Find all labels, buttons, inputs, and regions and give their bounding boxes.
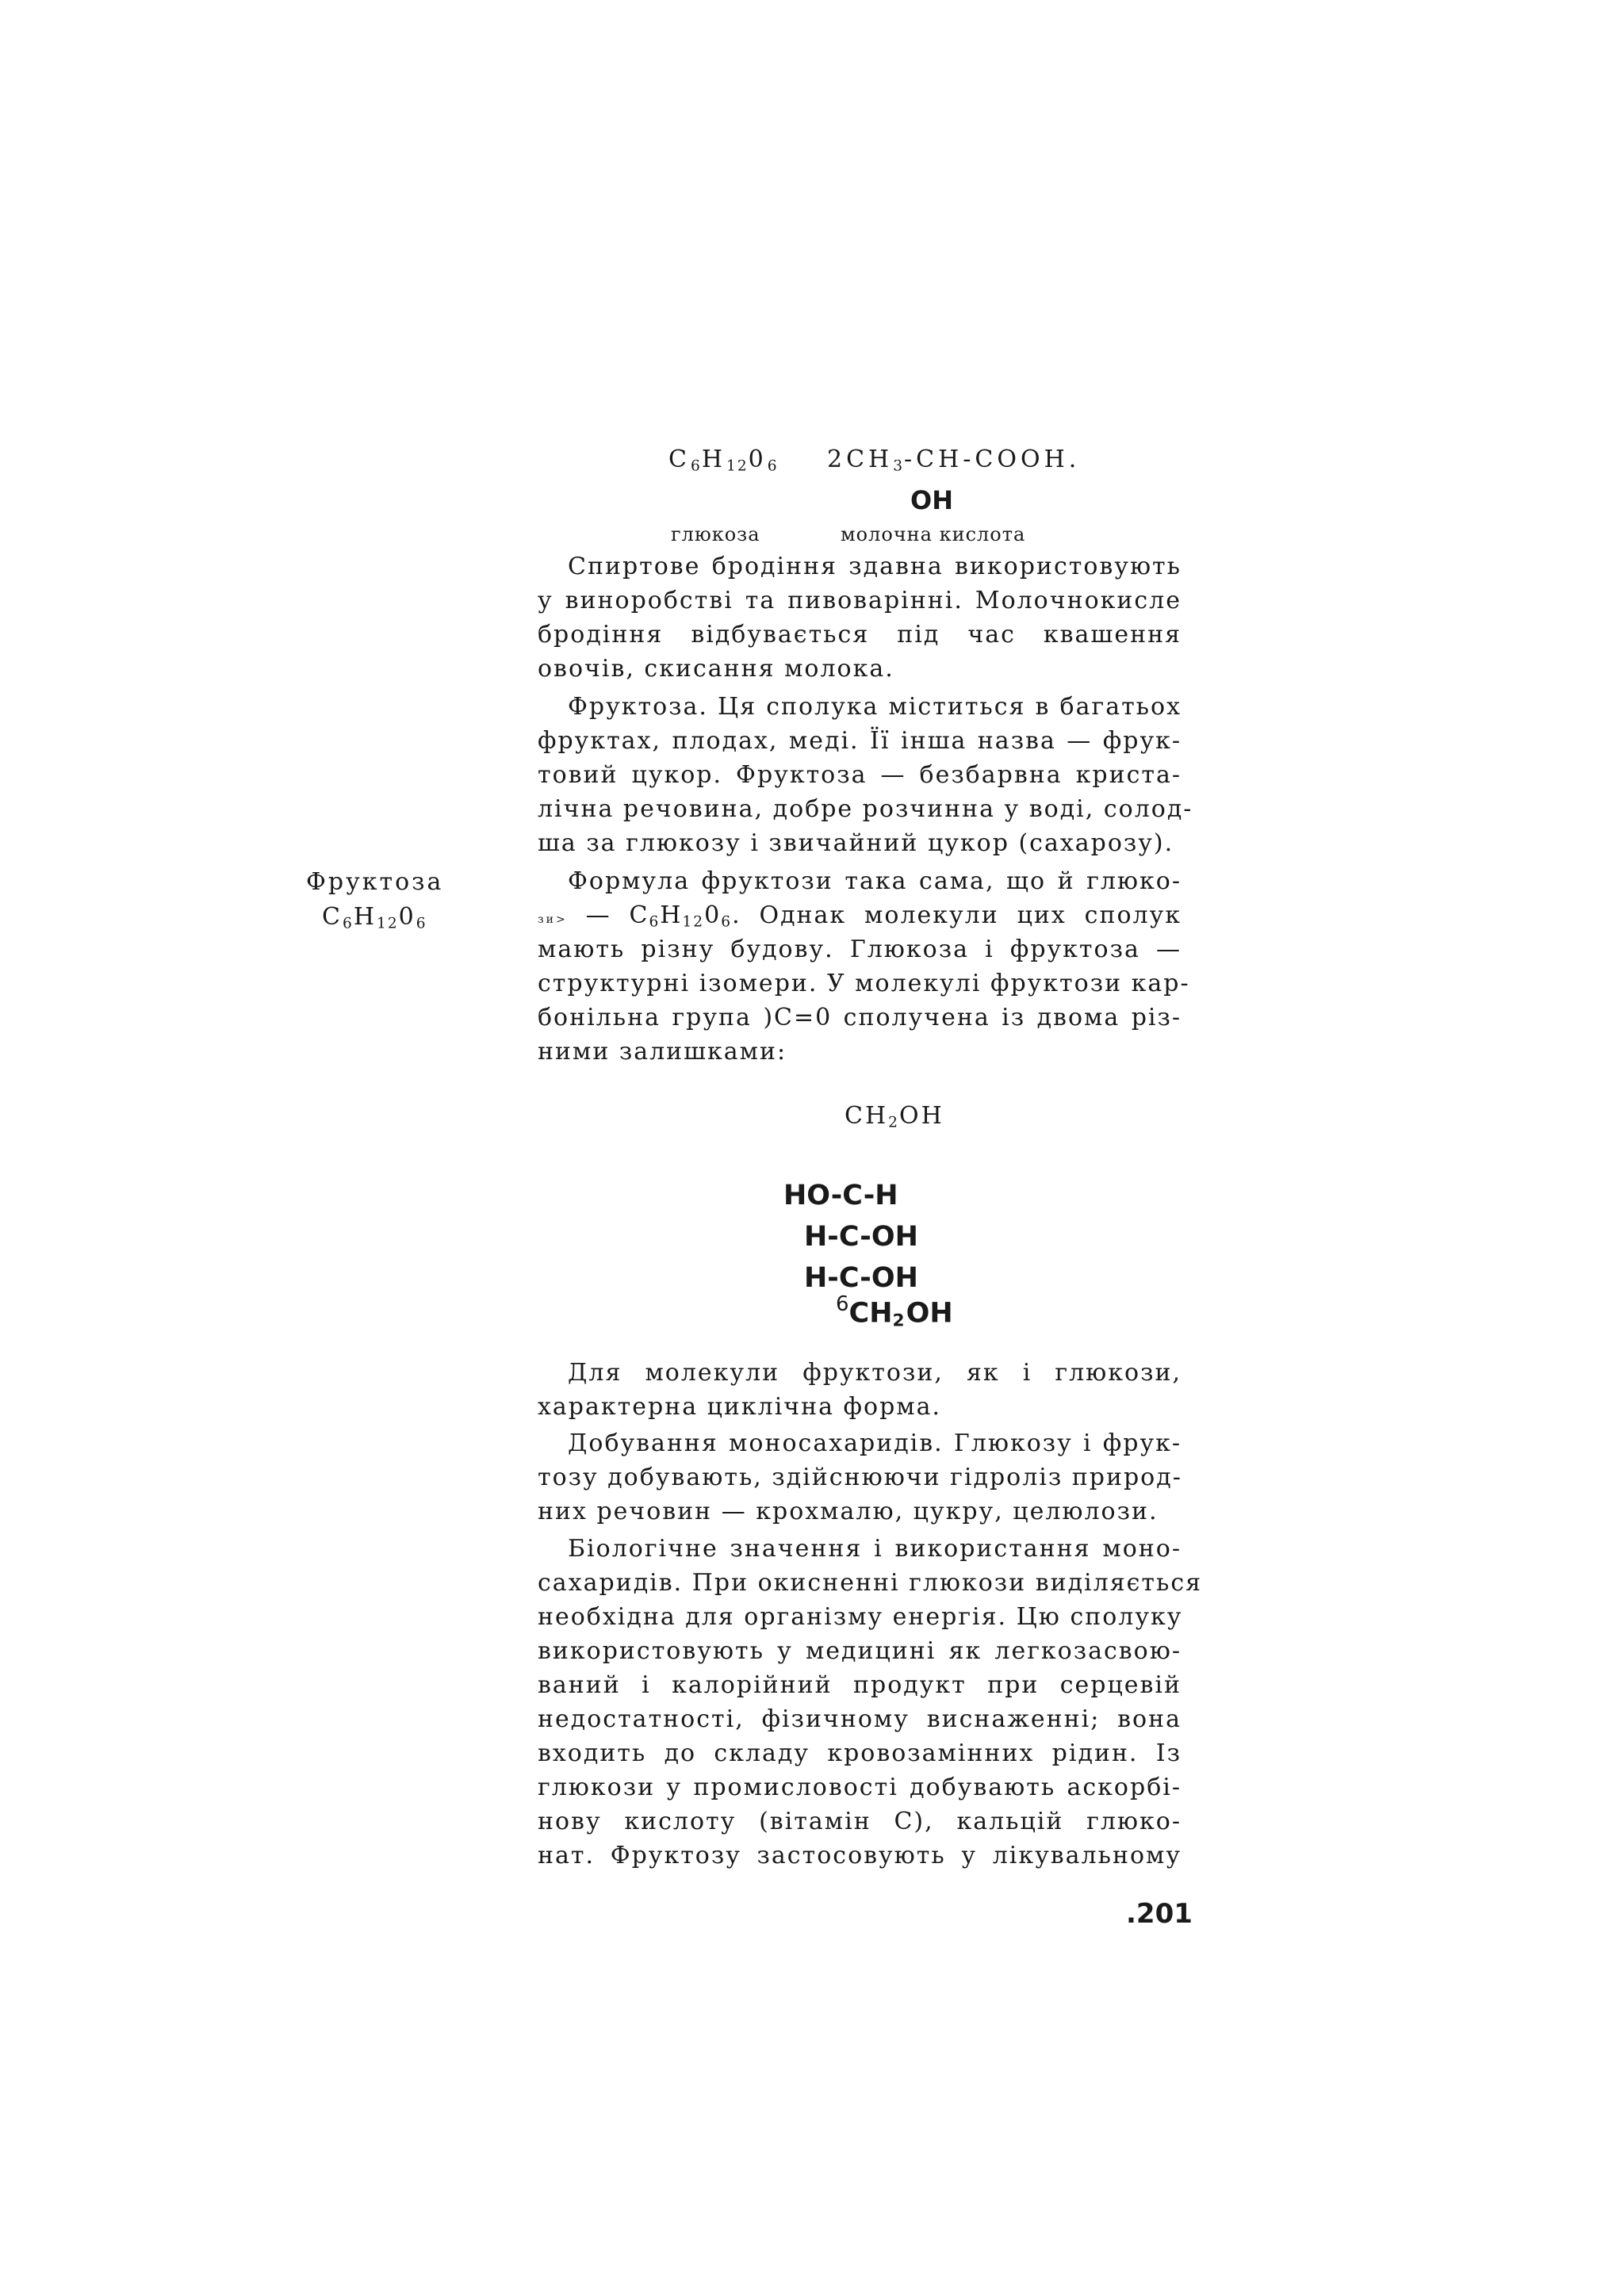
sidebar-formula (322, 903, 427, 932)
text-line: мають різну будову. Глюкоза і фруктоза — (538, 936, 1182, 963)
formula-subscript: 6 (690, 457, 702, 475)
formula-symbol: H (353, 903, 377, 931)
text-line: бонільна група )C=0 сполучена із двома різ- (538, 1004, 1182, 1031)
paragraph-fructose (538, 690, 1193, 860)
formula-symbol: C (668, 446, 691, 473)
formula-subscript: 2 (888, 1114, 899, 1131)
formula-subscript: 6 (416, 915, 427, 932)
formula-symbol: CH (848, 1297, 893, 1330)
equation-label-glucose: глюкоза (671, 523, 760, 545)
sidebar-title: Фруктоза (306, 868, 444, 896)
structure-row-1: HO-C-H (783, 1180, 898, 1211)
formula-symbol: CH (845, 1102, 889, 1130)
equation-label-lactic-acid: молочна кислота (841, 523, 1026, 545)
text-line: лічна речовина, добре розчинна у воді, солод- (538, 795, 1193, 823)
text-line: недостатності, фізичному виснаженні; вона (538, 1705, 1182, 1733)
structure-row-2: H-C-OH (804, 1221, 918, 1253)
text-span: 0 (704, 901, 722, 929)
text-line: входить до складу кровозамінних рідин. Із (538, 1739, 1182, 1767)
text-line: Формула фруктози така сама, що й глюко- (568, 867, 1182, 895)
formula-symbol: OH (898, 1102, 944, 1130)
formula-symbol: 0 (748, 446, 768, 473)
text-line: них речовин — крохмалю, цукру, целюлози. (538, 1498, 1159, 1525)
paragraph-production (538, 1426, 1182, 1529)
text-line: структурні ізомери. У молекулі фруктози кар- (538, 970, 1190, 997)
text-line: Біологічне значення і використання моно- (568, 1535, 1182, 1563)
text-line: Для молекули фруктози, як і глюкози, (568, 1359, 1182, 1387)
structure-row-4 (836, 1292, 953, 1331)
formula-subscript: 6 (721, 913, 733, 931)
text-line: характерна циклічна форма. (538, 1393, 942, 1421)
formula-subscript: 2 (892, 1311, 906, 1331)
structure-row-3: H-C-OH (804, 1262, 918, 1294)
text-line: ваний і калорійний продукт при серцевій (538, 1671, 1182, 1699)
formula-symbol: 0 (398, 903, 416, 931)
text-line: у виноробстві та пивоварінні. Молочнокисле (538, 587, 1182, 614)
print-artifact: зи> (538, 913, 568, 926)
equation-lhs (668, 446, 779, 475)
paragraph-cyclic-form (538, 1356, 1182, 1424)
formula-symbol: H (701, 446, 726, 473)
text-line: фруктах, плодах, меді. Її інша назва — фрук- (538, 727, 1182, 755)
text-line: необхідна для організму енергія. Цю сполуку (538, 1603, 1183, 1631)
formula-subscript: 6 (342, 915, 354, 932)
text-line-formula (538, 898, 1182, 932)
text-span: H (660, 901, 683, 929)
text-line: Добування моносахаридів. Глюкозу і фрук- (568, 1429, 1182, 1457)
formula-symbol: C (322, 903, 343, 931)
text-line: тозу добувають, здійснюючи гідроліз природ- (538, 1464, 1182, 1491)
formula-subscript: 3 (893, 457, 905, 475)
text-span: . Однак молекули цих сполук (732, 901, 1182, 929)
equation-oh: OH (910, 485, 953, 515)
formula-subscript: 12 (682, 913, 705, 931)
text-line: Спиртове бродіння здавна використовують (568, 553, 1182, 580)
text-line: сахаридів. При окисненні глюкози виділяється (538, 1569, 1203, 1597)
structure-top-group (845, 1102, 944, 1131)
formula-subscript: 12 (376, 915, 399, 932)
paragraph-biological-significance (538, 1532, 1203, 1873)
formula-symbol: -CH-COOH. (904, 446, 1081, 473)
formula-subscript: 12 (726, 457, 749, 475)
carbon-number: 6 (836, 1292, 849, 1316)
formula-subscript: 6 (649, 913, 661, 931)
text-line: Фруктоза. Ця сполука міститься в багатьох (568, 693, 1182, 721)
text-line: використовують у медицині як легкозасвою- (538, 1637, 1182, 1665)
text-line: нат. Фруктозу застосовують у лікувальному (538, 1842, 1182, 1869)
equation-rhs (827, 446, 1080, 475)
text-line: бродіння відбувається під час квашення (538, 621, 1182, 649)
text-line: ша за глюкозу і звичайний цукор (сахарозу). (538, 829, 1174, 857)
text-line: ними залишками: (538, 1038, 787, 1066)
formula-symbol: OH (906, 1297, 953, 1330)
text-line: товий цукор. Фруктоза — безбарвна криста- (538, 761, 1182, 789)
paragraph-fermentation (538, 549, 1182, 686)
text-line: глюкози у промисловості добувають аскорбі- (538, 1774, 1182, 1801)
text-line: овочів, скисання молока. (538, 655, 894, 683)
formula-symbol: 2CH (827, 446, 894, 473)
page-number: .201 (1126, 1898, 1193, 1930)
formula-subscript: 6 (767, 457, 779, 475)
text-line: нову кислоту (вітамін C), кальцій глюко- (538, 1808, 1182, 1835)
paragraph-formula (538, 864, 1190, 1069)
text-span: — C (585, 901, 649, 929)
